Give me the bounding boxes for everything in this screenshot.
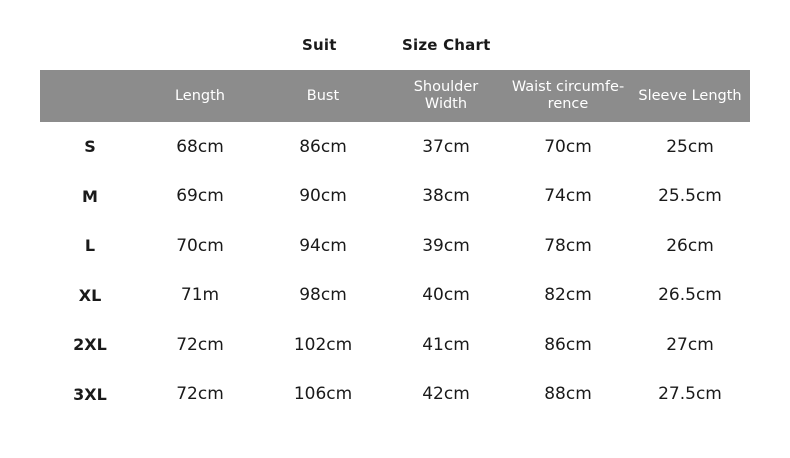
cell-length: 72cm — [176, 334, 224, 355]
size-chart-table — [40, 70, 750, 419]
cell-bust: 102cm — [293, 334, 353, 355]
cell-size: L — [84, 236, 96, 256]
header-size — [40, 70, 140, 122]
cell-length: 71m — [180, 285, 220, 306]
cell-bust: 98cm — [299, 285, 347, 306]
cell-size: 2XL — [73, 335, 107, 355]
header-sleeve-length: Sleeve Length — [638, 87, 742, 104]
cell-size: S — [84, 137, 96, 157]
cell-sleeve: 27.5cm — [658, 384, 722, 405]
cell-bust: 106cm — [293, 384, 353, 405]
cell-size: XL — [78, 285, 102, 305]
cell-size: M — [82, 186, 98, 206]
table-row — [40, 320, 750, 370]
caption-suit: Suit — [302, 36, 337, 54]
cell-length: 69cm — [176, 186, 224, 207]
cell-shoulder: 41cm — [422, 334, 470, 355]
caption-size-chart: Size Chart — [402, 36, 491, 54]
cell-waist: 82cm — [544, 285, 592, 306]
table-row — [40, 370, 750, 420]
table-row — [40, 172, 750, 222]
table-row — [40, 122, 750, 172]
cell-sleeve: 26.5cm — [658, 285, 722, 306]
table-body — [40, 122, 750, 419]
cell-shoulder: 42cm — [422, 384, 470, 405]
header-row — [40, 70, 750, 122]
cell-sleeve: 26cm — [666, 235, 714, 256]
cell-waist: 70cm — [544, 136, 592, 157]
cell-sleeve: 25.5cm — [658, 186, 722, 207]
cell-waist: 78cm — [544, 235, 592, 256]
cell-sleeve: 25cm — [666, 136, 714, 157]
table-row — [40, 271, 750, 321]
cell-length: 70cm — [176, 235, 224, 256]
cell-bust: 94cm — [299, 235, 347, 256]
header-length: Length — [174, 87, 225, 104]
cell-shoulder: 38cm — [422, 186, 470, 207]
cell-bust: 90cm — [299, 186, 347, 207]
header-shoulder-width: Shoulder Width — [413, 79, 479, 112]
cell-length: 72cm — [176, 384, 224, 405]
cell-shoulder: 37cm — [422, 136, 470, 157]
cell-shoulder: 39cm — [422, 235, 470, 256]
header-bust: Bust — [306, 87, 340, 104]
table-row — [40, 221, 750, 271]
cell-length: 68cm — [176, 136, 224, 157]
header-waist-circumference: Waist circumfe- rence — [511, 79, 625, 112]
cell-waist: 74cm — [544, 186, 592, 207]
table-header — [40, 70, 750, 122]
cell-sleeve: 27cm — [666, 334, 714, 355]
cell-shoulder: 40cm — [422, 285, 470, 306]
cell-waist: 86cm — [544, 334, 592, 355]
caption-row — [40, 36, 750, 60]
cell-bust: 86cm — [299, 136, 347, 157]
cell-size: 3XL — [73, 384, 107, 404]
cell-waist: 88cm — [544, 384, 592, 405]
